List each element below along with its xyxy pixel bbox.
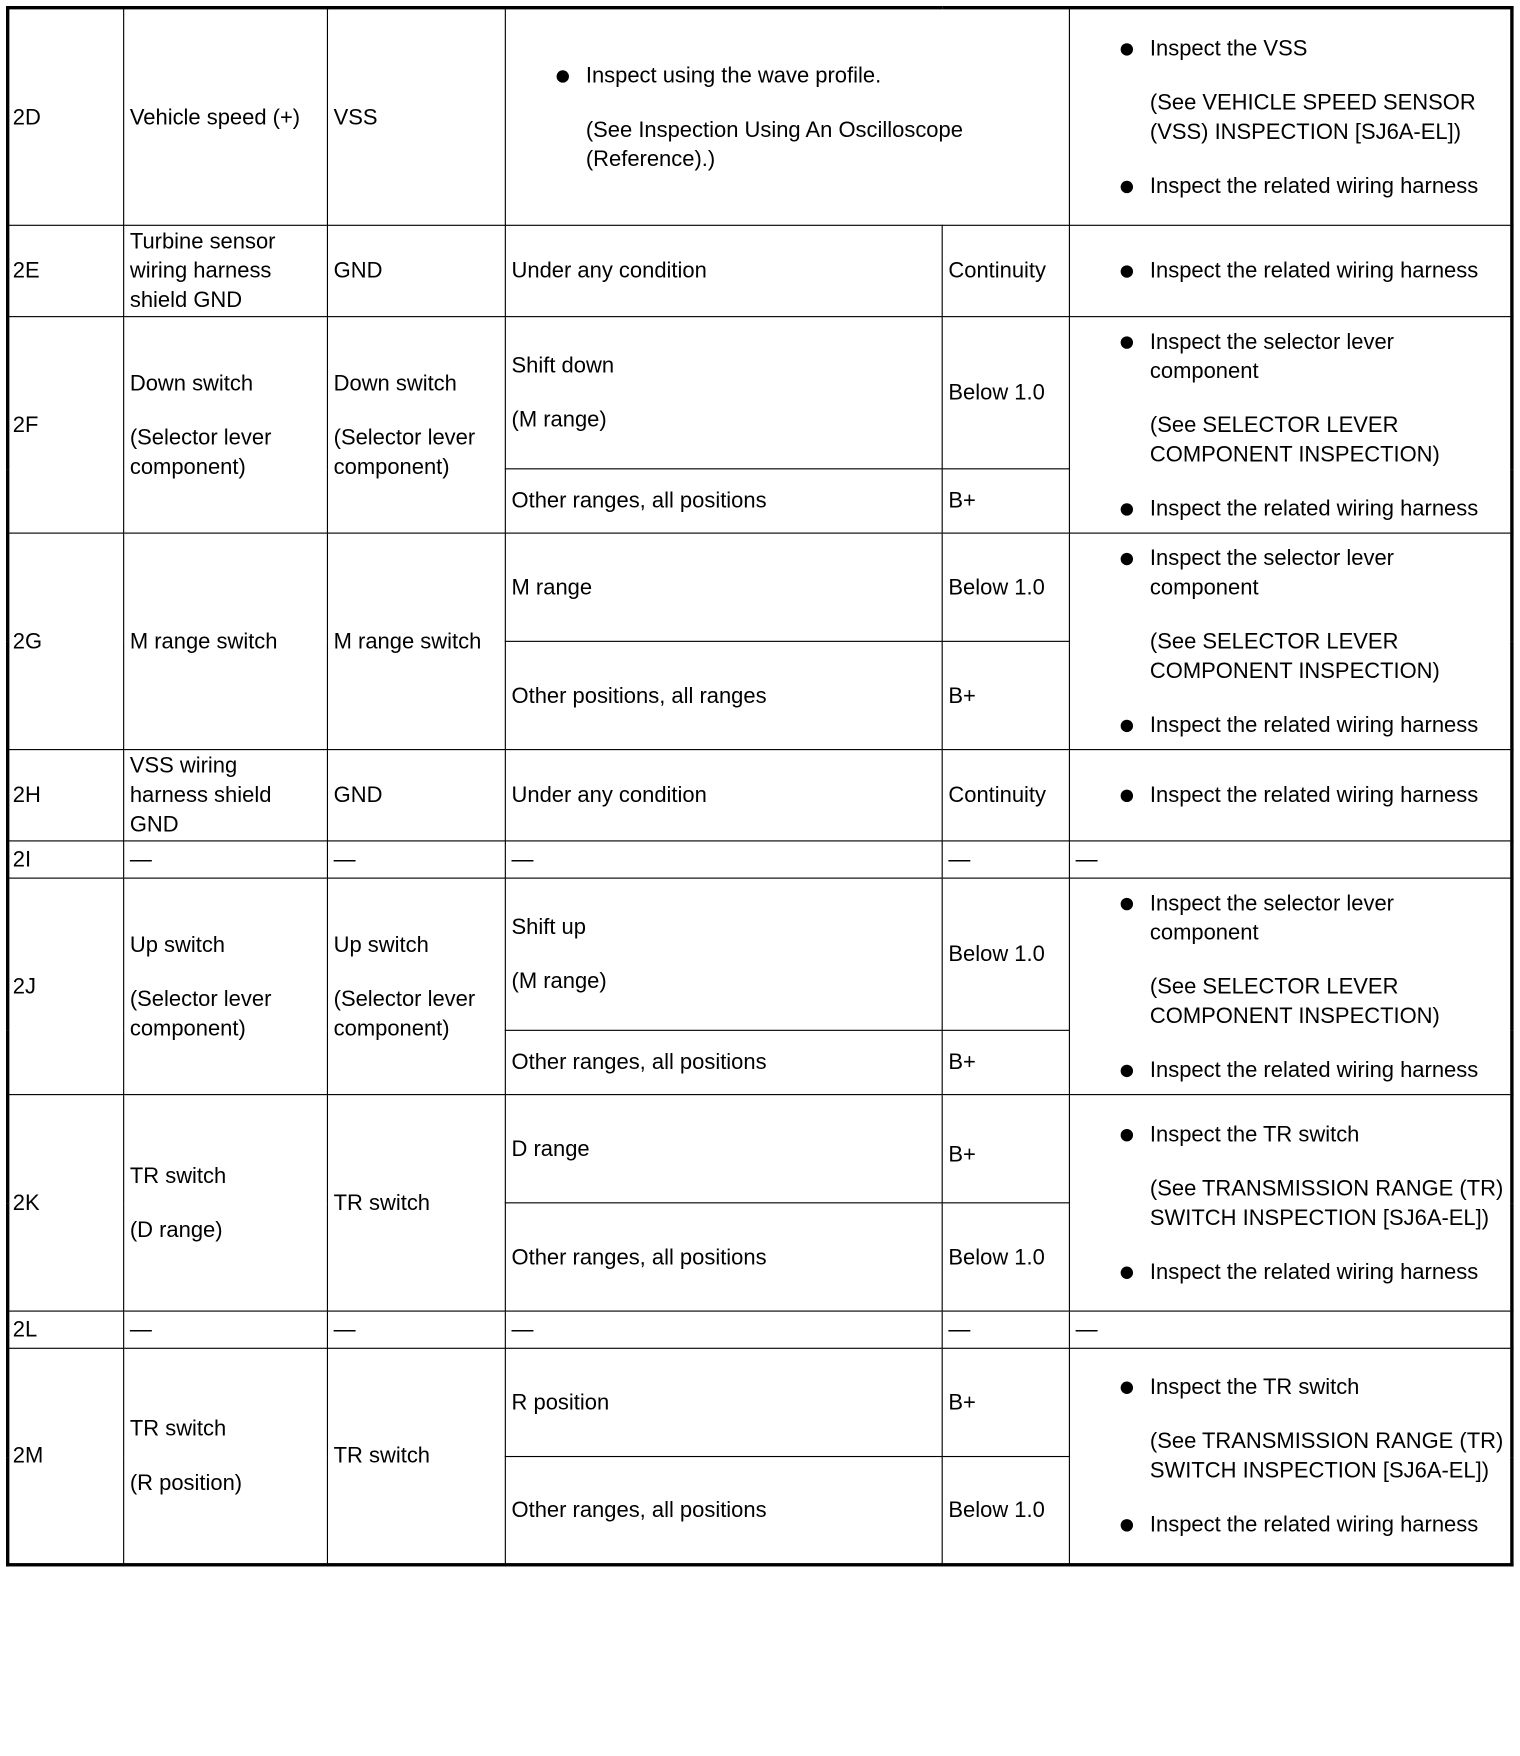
bullet-text: Inspect the related wiring harness xyxy=(1149,782,1479,808)
list-item xyxy=(1076,171,1505,200)
bullet-text: Inspect the TR switch xyxy=(1149,1374,1360,1400)
action-cell xyxy=(1069,1095,1511,1311)
bullet-text: Inspect the selector lever component xyxy=(1149,329,1394,384)
action-bullets xyxy=(1076,781,1505,810)
action-bullets xyxy=(1076,1119,1505,1286)
signal-sub: (Selector lever component) xyxy=(333,424,476,479)
terminal-cell: 2K xyxy=(8,1095,124,1311)
connected-sub: (Selector lever component) xyxy=(129,986,272,1041)
table-row-2m xyxy=(8,1348,1512,1456)
condition-cell: M range xyxy=(505,533,942,641)
terminal-cell: 2D xyxy=(8,8,124,226)
terminal-inspection-table xyxy=(6,6,1514,1566)
bullet-text: Inspect the related wiring harness xyxy=(1149,495,1479,521)
bullet-text: Inspect the related wiring harness xyxy=(1149,1512,1479,1538)
value-cell: Continuity xyxy=(942,750,1069,841)
connected-main: Down switch xyxy=(129,370,254,396)
signal-cell: — xyxy=(327,841,505,878)
condition-cell: — xyxy=(505,841,942,878)
terminal-cell: 2H xyxy=(8,750,124,841)
action-bullets xyxy=(1076,1373,1505,1540)
reference-text: (See TRANSMISSION RANGE (TR) SWITCH INSPECTION [SJ6A-EL]) xyxy=(1149,1428,1504,1484)
connected-to-cell: M range switch xyxy=(124,533,328,749)
condition-cell: Other ranges, all positions xyxy=(505,1030,942,1094)
bullet-text: Inspect the related wiring harness xyxy=(1149,1259,1479,1285)
list-item xyxy=(1076,256,1505,285)
action-bullets xyxy=(1076,34,1505,201)
bullet-text: Inspect the selector lever component xyxy=(1149,545,1394,600)
condition-bullets xyxy=(512,61,1064,174)
action-bullets xyxy=(1076,543,1505,739)
list-item xyxy=(1076,34,1505,147)
list-item xyxy=(1076,327,1505,469)
table-row-2l xyxy=(8,1311,1512,1348)
list-item xyxy=(1076,781,1505,810)
list-item xyxy=(1076,1373,1505,1486)
terminal-cell: 2J xyxy=(8,878,124,1094)
action-cell xyxy=(1069,1348,1511,1564)
table-row-2f xyxy=(8,317,1512,469)
bullet-text: Inspect the related wiring harness xyxy=(1149,258,1479,284)
table-row-2k xyxy=(8,1095,1512,1203)
connected-to-cell xyxy=(124,878,328,1094)
terminal-inspection-table-wrapper xyxy=(6,6,1514,1566)
value-cell: Below 1.0 xyxy=(942,317,1069,469)
list-item xyxy=(512,61,1064,174)
connected-to-cell: — xyxy=(124,1311,328,1348)
signal-cell: M range switch xyxy=(327,533,505,749)
reference-text: (See Inspection Using An Oscilloscope (Reference).) xyxy=(585,117,963,172)
table-row-2h xyxy=(8,750,1512,841)
signal-cell xyxy=(327,317,505,533)
signal-main: Down switch xyxy=(333,370,457,396)
connected-sub: (D range) xyxy=(129,1217,223,1243)
list-item xyxy=(1076,1510,1505,1539)
signal-cell: VSS xyxy=(327,8,505,226)
table-row-2e xyxy=(8,225,1512,316)
condition-cell xyxy=(505,878,942,1030)
action-cell xyxy=(1069,317,1511,533)
value-cell: B+ xyxy=(942,469,1069,533)
table-row-2d xyxy=(8,8,1512,226)
condition-sub: (M range) xyxy=(511,968,607,994)
bullet-text: Inspect the TR switch xyxy=(1149,1121,1360,1147)
value-cell: B+ xyxy=(942,641,1069,749)
table-row-2i xyxy=(8,841,1512,878)
signal-cell: — xyxy=(327,1311,505,1348)
value-cell: Below 1.0 xyxy=(942,1203,1069,1311)
action-cell: — xyxy=(1069,841,1511,878)
terminal-cell: 2F xyxy=(8,317,124,533)
action-cell xyxy=(1069,533,1511,749)
list-item xyxy=(1076,543,1505,685)
connected-to-cell xyxy=(124,1348,328,1564)
action-cell xyxy=(1069,750,1511,841)
condition-cell: R position xyxy=(505,1348,942,1456)
reference-text: (See SELECTOR LEVER COMPONENT INSPECTION) xyxy=(1149,412,1440,467)
signal-cell: TR switch xyxy=(327,1095,505,1311)
list-item xyxy=(1076,1055,1505,1084)
connected-sub: (Selector lever component) xyxy=(129,424,272,479)
condition-main: Shift down xyxy=(511,353,615,379)
list-item xyxy=(1076,888,1505,1030)
action-cell xyxy=(1069,878,1511,1094)
table-row-2j xyxy=(8,878,1512,1030)
value-cell: — xyxy=(942,1311,1069,1348)
signal-cell: TR switch xyxy=(327,1348,505,1564)
bullet-text: Inspect the selector lever component xyxy=(1149,890,1394,945)
value-cell: B+ xyxy=(942,1030,1069,1094)
connected-to-cell: Vehicle speed (+) xyxy=(124,8,328,226)
list-item xyxy=(1076,710,1505,739)
signal-cell: GND xyxy=(327,225,505,316)
signal-main: Up switch xyxy=(333,932,429,958)
value-cell: Below 1.0 xyxy=(942,878,1069,1030)
condition-main: Shift up xyxy=(511,914,586,940)
bullet-text: Inspect the related wiring harness xyxy=(1149,712,1479,738)
list-item xyxy=(1076,494,1505,523)
reference-text: (See SELECTOR LEVER COMPONENT INSPECTION) xyxy=(1149,628,1440,684)
condition-cell: Other ranges, all positions xyxy=(505,1203,942,1311)
action-bullets xyxy=(1076,888,1505,1084)
condition-cell: Other positions, all ranges xyxy=(505,641,942,749)
connected-main: TR switch xyxy=(129,1416,227,1442)
list-item xyxy=(1076,1119,1505,1232)
connected-to-cell: VSS wiring harness shield GND xyxy=(124,750,328,841)
connected-to-cell: Turbine sensor wiring harness shield GND xyxy=(124,225,328,316)
connected-sub: (R position) xyxy=(129,1470,243,1496)
signal-cell: GND xyxy=(327,750,505,841)
condition-cell: D range xyxy=(505,1095,942,1203)
bullet-text: Inspect the related wiring harness xyxy=(1149,1057,1479,1083)
condition-cell: Under any condition xyxy=(505,225,942,316)
connected-main: TR switch xyxy=(129,1163,227,1189)
terminal-cell: 2I xyxy=(8,841,124,878)
value-cell: B+ xyxy=(942,1348,1069,1456)
connected-main: Up switch xyxy=(129,932,226,958)
reference-text: (See SELECTOR LEVER COMPONENT INSPECTION) xyxy=(1149,973,1440,1029)
table-row-2g xyxy=(8,533,1512,641)
value-cell: B+ xyxy=(942,1095,1069,1203)
bullet-text: Inspect using the wave profile. xyxy=(585,62,882,88)
action-bullets xyxy=(1076,327,1505,523)
condition-cell xyxy=(505,317,942,469)
condition-sub: (M range) xyxy=(511,407,607,433)
reference-text: (See VEHICLE SPEED SENSOR (VSS) INSPECTION [SJ6A-EL]) xyxy=(1149,89,1476,145)
action-cell xyxy=(1069,225,1511,316)
action-cell: — xyxy=(1069,1311,1511,1348)
signal-sub: (Selector lever component) xyxy=(333,986,476,1041)
bullet-text: Inspect the VSS xyxy=(1149,35,1308,61)
condition-cell: — xyxy=(505,1311,942,1348)
action-bullets xyxy=(1076,256,1505,285)
terminal-cell: 2G xyxy=(8,533,124,749)
bullet-text: Inspect the related wiring harness xyxy=(1149,173,1479,199)
condition-cell: Other ranges, all positions xyxy=(505,469,942,533)
action-cell xyxy=(1069,8,1511,226)
condition-cell: Under any condition xyxy=(505,750,942,841)
signal-cell xyxy=(327,878,505,1094)
condition-cell: Other ranges, all positions xyxy=(505,1457,942,1565)
value-cell: Below 1.0 xyxy=(942,533,1069,641)
value-cell: Continuity xyxy=(942,225,1069,316)
terminal-cell: 2M xyxy=(8,1348,124,1564)
inspection-condition-cell xyxy=(505,8,1069,226)
connected-to-cell xyxy=(124,317,328,533)
value-cell: Below 1.0 xyxy=(942,1457,1069,1565)
reference-text: (See TRANSMISSION RANGE (TR) SWITCH INSPECTION [SJ6A-EL]) xyxy=(1149,1175,1504,1230)
list-item xyxy=(1076,1257,1505,1286)
terminal-cell: 2E xyxy=(8,225,124,316)
connected-to-cell xyxy=(124,1095,328,1311)
value-cell: — xyxy=(942,841,1069,878)
terminal-cell: 2L xyxy=(8,1311,124,1348)
connected-to-cell: — xyxy=(124,841,328,878)
